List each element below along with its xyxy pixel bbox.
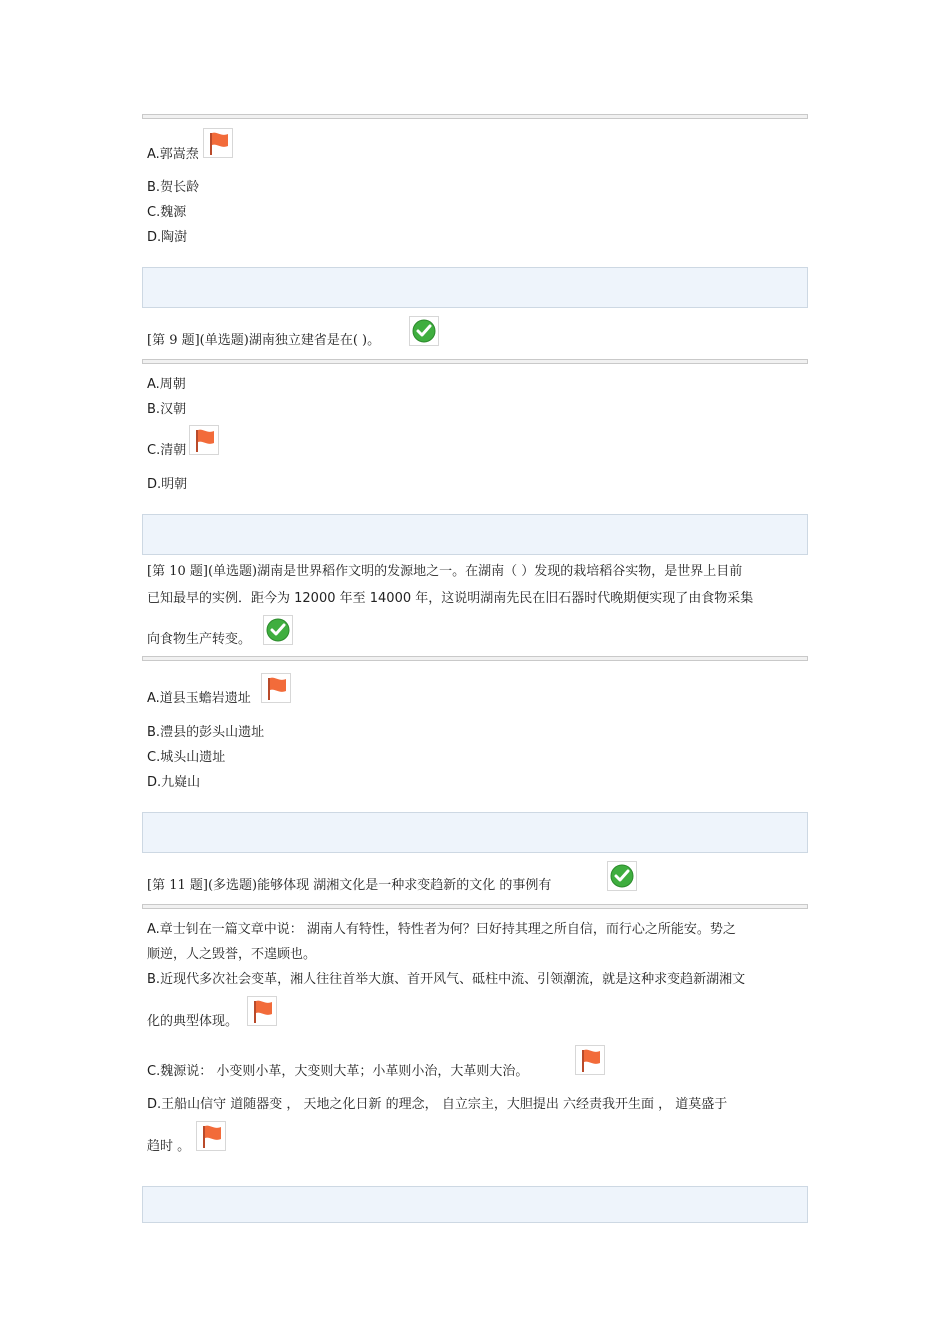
flag-icon	[203, 128, 233, 158]
option-c[interactable]: C.清朝	[147, 443, 187, 458]
option-c[interactable]: C.魏源	[147, 205, 187, 220]
flag-icon	[261, 673, 291, 703]
option-d[interactable]: D.明朝	[147, 477, 188, 492]
question-11-text: [第 11 题](多选题)能够体现 湖湘文化是一种求变趋新的文化 的事例有	[147, 878, 552, 893]
option-a[interactable]: A.道县玉蟾岩遗址	[147, 691, 251, 706]
flag-icon	[196, 1121, 226, 1151]
answer-panel	[142, 267, 808, 308]
option-b[interactable]: B.汉朝	[147, 402, 187, 417]
flag-icon	[575, 1045, 605, 1075]
question-10-line-3: 向食物生产转变。	[147, 632, 252, 647]
option-c[interactable]: C.魏源说： 小变则小革，大变则大革；小革则小治，大革则大治。	[147, 1064, 529, 1079]
separator-rule	[142, 904, 808, 909]
option-b[interactable]: B.贺长龄	[147, 180, 200, 195]
answer-panel	[142, 812, 808, 853]
check-icon	[263, 615, 293, 645]
option-b[interactable]: B.澧县的彭头山遗址	[147, 725, 265, 740]
option-d[interactable]: D.王船山信守 道随器变 ， 天地之化日新 的理念， 自立宗主，大胆提出 六经责我开生面 ， 道莫盛于	[147, 1097, 728, 1112]
question-10-line-2: 已知最早的实例．距今为 12000 年至 14000 年，这说明湖南先民在旧石器时代晚期便实现了由食物采集	[147, 591, 754, 606]
answer-panel	[142, 1186, 808, 1223]
option-b[interactable]: B.近现代多次社会变革，湘人往往首举大旗、首开风气、砥柱中流、引领潮流，就是这种求变趋新湖湘文	[147, 972, 746, 987]
separator-rule	[142, 656, 808, 661]
option-b-continued: 化的典型体现。	[147, 1014, 239, 1029]
question-9-text: [第 9 题](单选题)湖南独立建省是在( )。	[147, 333, 381, 348]
question-10-line-1: [第 10 题](单选题)湖南是世界稻作文明的发源地之一。在湖南（ ）发现的栽培稻谷实物，是世界上目前	[147, 564, 743, 579]
answer-panel	[142, 514, 808, 555]
option-a[interactable]: A.章士钊在一篇文章中说： 湖南人有特性，特性者为何？曰好持其理之所自信，而行心之所能安。势之	[147, 922, 736, 937]
flag-icon	[189, 425, 219, 455]
flag-icon	[247, 996, 277, 1026]
check-icon	[409, 316, 439, 346]
option-a[interactable]: A.郭嵩焘	[147, 147, 199, 162]
option-d-continued: 趋时 。	[147, 1139, 191, 1154]
separator-rule	[142, 114, 808, 119]
option-a-continued: 顺逆，人之毁誉，不遑顾也。	[147, 947, 317, 962]
option-d[interactable]: D.九嶷山	[147, 775, 201, 790]
option-a[interactable]: A.周朝	[147, 377, 186, 392]
option-d[interactable]: D.陶澍	[147, 230, 188, 245]
check-icon	[607, 861, 637, 891]
separator-rule	[142, 359, 808, 364]
option-c[interactable]: C.城头山遗址	[147, 750, 226, 765]
